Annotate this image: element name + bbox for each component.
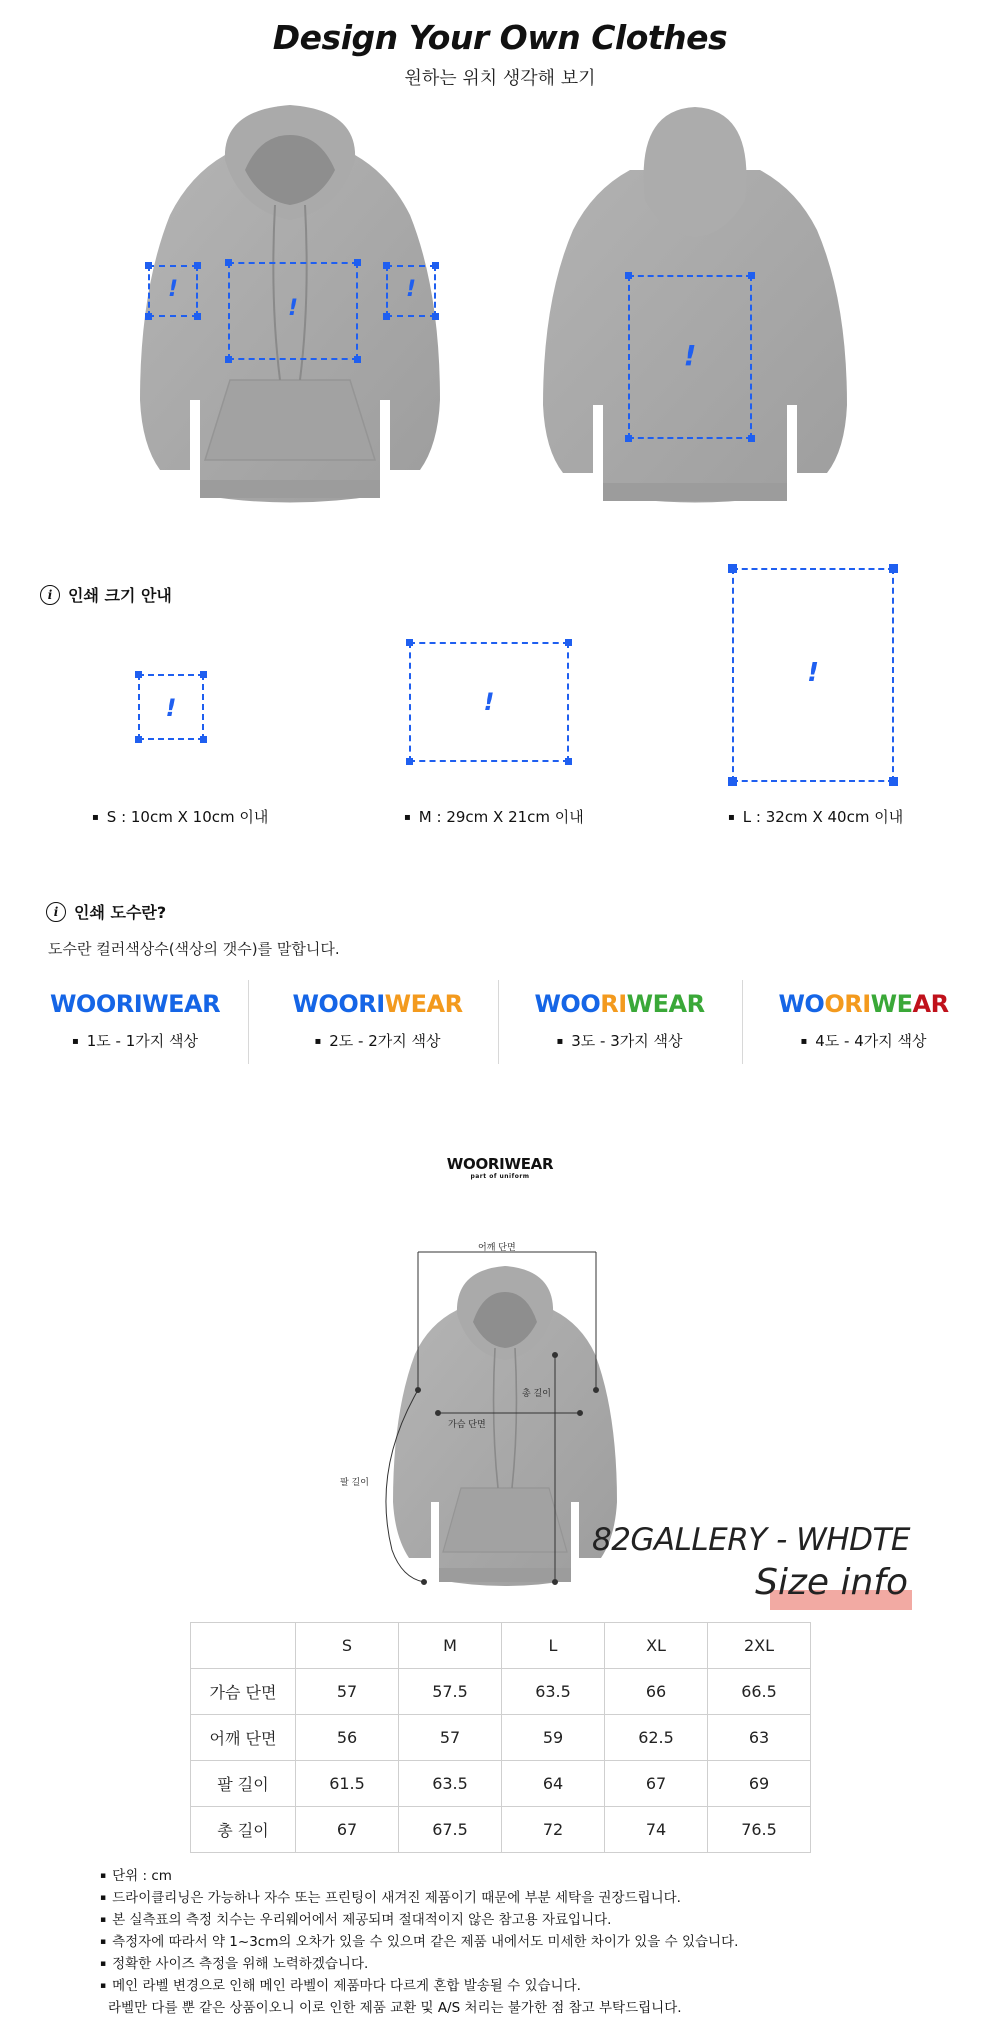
- table-row: [191, 1807, 811, 1853]
- page-subtitle: 원하는 위치 생각해 보기: [404, 68, 596, 89]
- logo-segment: WOORI: [292, 990, 385, 1018]
- table-header-cell: L: [502, 1623, 605, 1669]
- table-row: [191, 1715, 811, 1761]
- note-item: ▪ 단위 : cm: [100, 1866, 738, 1888]
- print-mark: !: [165, 694, 177, 722]
- print-size-heading-text: 인쇄 크기 안내: [68, 586, 172, 605]
- table-cell: 56: [296, 1715, 399, 1761]
- table-cell: 67.5: [399, 1807, 502, 1853]
- print-size-s-label: ▪ S : 10cm X 10cm 이내: [92, 806, 268, 827]
- table-cell: 66: [605, 1669, 708, 1715]
- note-item: ▪ 측정자에 따라서 약 1~3cm의 오차가 있을 수 있으며 같은 제품 내에서도 미세한 차이가 있을 수 있습니다.: [100, 1932, 738, 1954]
- product-name: 82GALLERY - WHDTE: [591, 1522, 910, 1558]
- table-cell: 61.5: [296, 1761, 399, 1807]
- table-header-cell: XL: [605, 1623, 708, 1669]
- table-header-row: [191, 1623, 811, 1669]
- table-cell: 64: [502, 1761, 605, 1807]
- table-cell: 63.5: [502, 1669, 605, 1715]
- logo-segment: RI: [600, 990, 627, 1018]
- note-item: ▪ 본 실측표의 측정 치수는 우리웨어에서 제공되며 절대적이지 않은 참고용 자료입니다.: [100, 1910, 738, 1932]
- care-notes: [100, 1866, 738, 2018]
- table-header-cell: 2XL: [708, 1623, 811, 1669]
- print-mark: !: [807, 658, 819, 688]
- print-mark: !: [683, 339, 697, 372]
- print-mark: !: [167, 277, 179, 302]
- table-header-cell: M: [399, 1623, 502, 1669]
- color-option-label: ▪ 1도 - 1가지 색상: [30, 1030, 240, 1051]
- table-header-cell: [191, 1623, 296, 1669]
- table-cell: 63.5: [399, 1761, 502, 1807]
- measure-label-total-length: 총 길이: [522, 1389, 551, 1399]
- logo-segment: WOORIWEAR: [49, 990, 221, 1018]
- print-mark: !: [287, 296, 299, 321]
- logo-segment: WEAR: [384, 990, 463, 1018]
- logo-segment: WE: [870, 990, 913, 1018]
- note-item: ▪ 정확한 사이즈 측정을 위해 노력하겠습니다.: [100, 1954, 738, 1976]
- logo-segment: ORI: [824, 990, 871, 1018]
- print-size-l-label: ▪ L : 32cm X 40cm 이내: [728, 806, 903, 827]
- note-item: 라벨만 다를 뿐 같은 상품이오니 이로 인한 제품 교환 및 A/S 처리는 불가한 점 참고 부탁드립니다.: [108, 2000, 682, 2016]
- table-cell: 57: [296, 1669, 399, 1715]
- table-cell: 69: [708, 1761, 811, 1807]
- table-header-cell: S: [296, 1623, 399, 1669]
- logo-segment: AR: [912, 990, 949, 1018]
- table-cell: 67: [296, 1807, 399, 1853]
- note-item: ▪ 메인 라벨 변경으로 인해 메인 라벨이 제품마다 다르게 혼합 발송될 수 있습니다.: [100, 1976, 738, 1998]
- info-icon: i: [40, 585, 60, 605]
- brand-logo-text: WOORIWEAR: [446, 1155, 554, 1173]
- size-table: [190, 1622, 811, 1853]
- table-cell: 57: [399, 1715, 502, 1761]
- table-cell: 59: [502, 1715, 605, 1761]
- logo-segment: WEAR: [626, 990, 705, 1018]
- note-item: ▪ 드라이클리닝은 가능하나 자수 또는 프린팅이 새겨진 제품이기 때문에 부분 세탁을 권장드립니다.: [100, 1888, 738, 1910]
- measure-label-sleeve: 팔 길이: [340, 1478, 369, 1488]
- table-cell: 62.5: [605, 1715, 708, 1761]
- color-count-description: 도수란 컬러색상수(색상의 갯수)를 말합니다.: [48, 940, 340, 958]
- table-row-label: 어깨 단면: [191, 1715, 296, 1761]
- print-size-m-label: ▪ M : 29cm X 21cm 이내: [404, 806, 584, 827]
- print-mark: !: [483, 688, 495, 716]
- color-option-label: ▪ 4도 - 4가지 색상: [756, 1030, 971, 1051]
- table-row-label: 총 길이: [191, 1807, 296, 1853]
- table-cell: 74: [605, 1807, 708, 1853]
- color-option-label: ▪ 3도 - 3가지 색상: [512, 1030, 727, 1051]
- table-row-label: 팔 길이: [191, 1761, 296, 1807]
- table-cell: 57.5: [399, 1669, 502, 1715]
- table-cell: 66.5: [708, 1669, 811, 1715]
- logo-segment: WOO: [534, 990, 601, 1018]
- color-count-heading-text: 인쇄 도수란?: [74, 903, 167, 922]
- table-cell: 72: [502, 1807, 605, 1853]
- table-cell: 67: [605, 1761, 708, 1807]
- table-row: [191, 1669, 811, 1715]
- logo-segment: WO: [778, 990, 825, 1018]
- print-mark: !: [405, 277, 417, 302]
- table-row-label: 가슴 단면: [191, 1669, 296, 1715]
- table-row: [191, 1761, 811, 1807]
- measure-label-chest: 가슴 단면: [448, 1420, 486, 1430]
- size-info-title: Size info: [755, 1562, 908, 1603]
- info-icon: i: [46, 902, 66, 922]
- measure-label-shoulder: 어깨 단면: [478, 1243, 516, 1253]
- color-option-label: ▪ 2도 - 2가지 색상: [270, 1030, 485, 1051]
- table-cell: 76.5: [708, 1807, 811, 1853]
- table-cell: 63: [708, 1715, 811, 1761]
- page-title: Design Your Own Clothes: [272, 18, 728, 57]
- brand-tagline: part of uniform: [470, 1173, 530, 1180]
